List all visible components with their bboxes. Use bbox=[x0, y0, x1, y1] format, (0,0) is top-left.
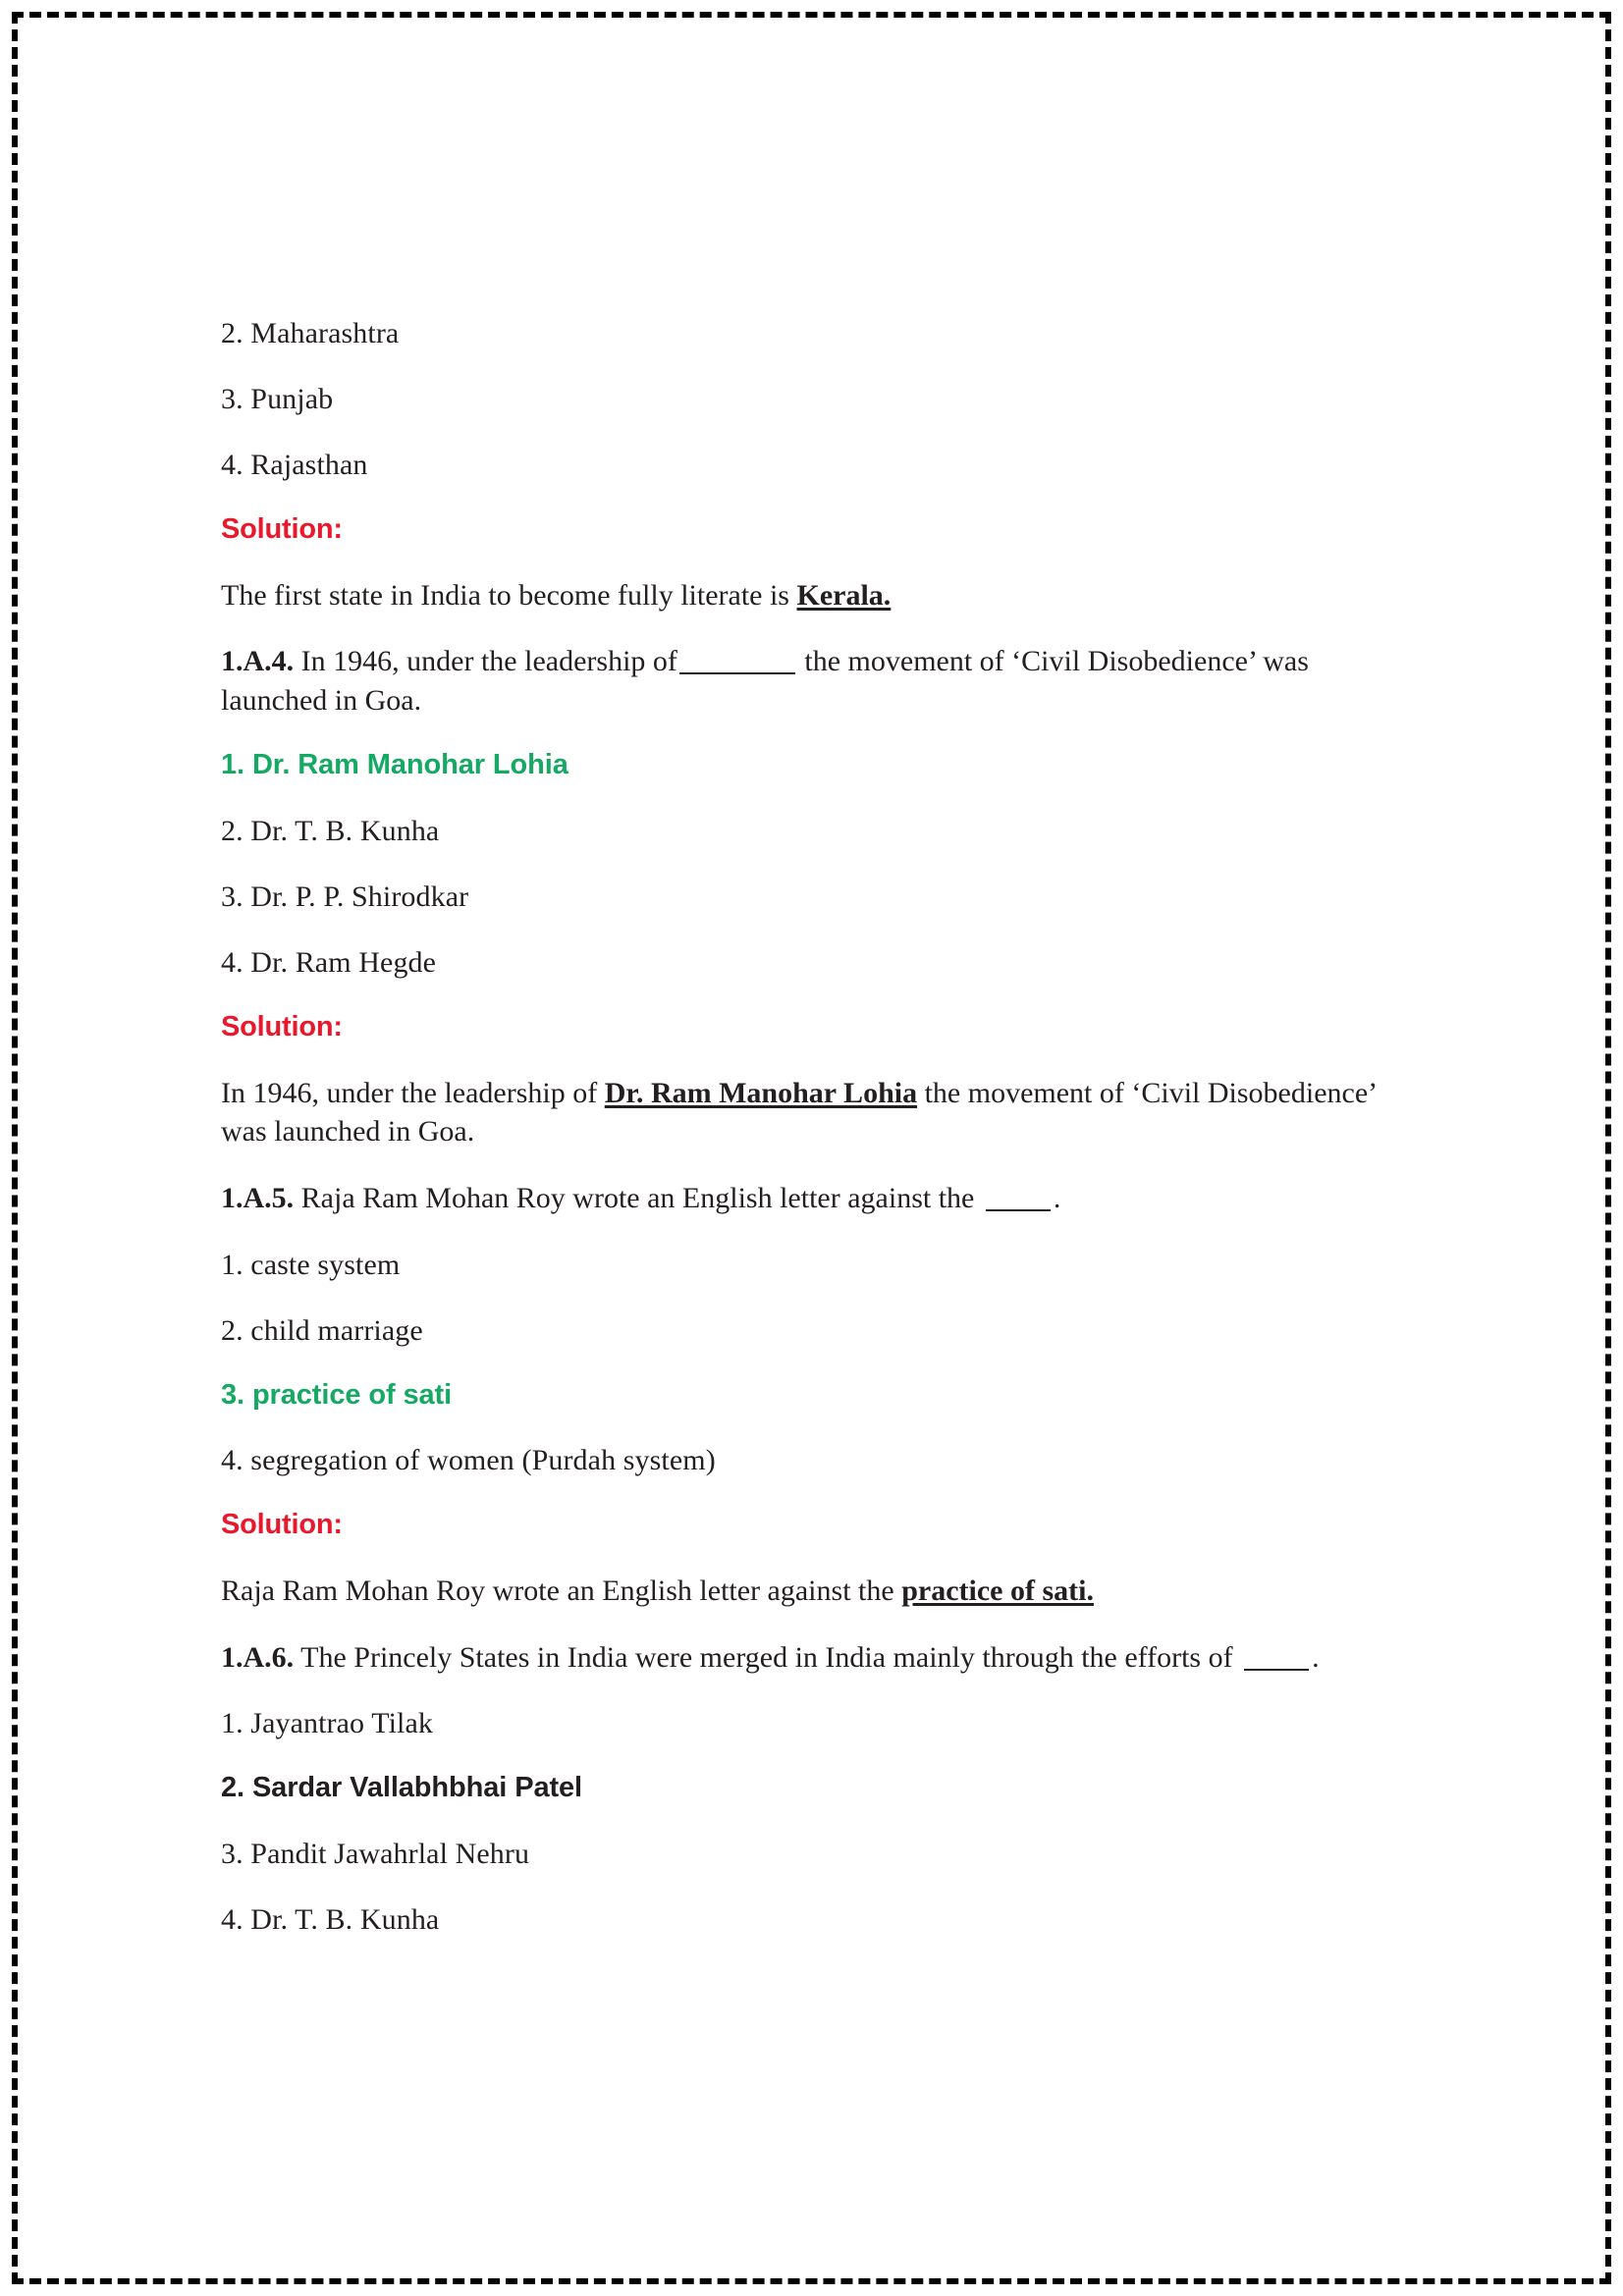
question-text-before-blank: The Princely States in India were merged in India mainly through the efforts of bbox=[294, 1640, 1241, 1674]
list-item: 4. segregation of women (Purdah system) bbox=[221, 1444, 716, 1477]
list-item: 3. Dr. P. P. Shirodkar bbox=[221, 881, 469, 914]
solution-label: Solution: bbox=[221, 1011, 343, 1043]
list-item: 1. Jayantrao Tilak bbox=[221, 1707, 433, 1740]
question-1-a-4 bbox=[221, 642, 1380, 720]
question-text-before-blank: Raja Ram Mohan Roy wrote an English letter against the bbox=[294, 1182, 982, 1215]
question-text-after-blank: . bbox=[1312, 1640, 1320, 1674]
solution-text-sati bbox=[221, 1572, 1380, 1611]
fill-in-blank bbox=[1244, 1669, 1309, 1671]
solution-label: Solution: bbox=[221, 1509, 343, 1541]
list-item: 2. child marriage bbox=[221, 1313, 423, 1347]
fill-in-blank bbox=[679, 672, 795, 674]
document-body bbox=[221, 314, 1380, 1966]
list-item: 4. Rajasthan bbox=[221, 449, 368, 481]
list-item: 4. Dr. T. B. Kunha bbox=[221, 1902, 440, 1936]
solution-text-lohia bbox=[221, 1074, 1380, 1151]
list-item: 2. Dr. T. B. Kunha bbox=[221, 815, 440, 848]
question-number: 1.A.6. bbox=[221, 1640, 295, 1674]
question-1-a-5 bbox=[221, 1179, 1380, 1218]
list-item-correct-answer: 3. practice of sati bbox=[221, 1378, 453, 1411]
list-item-correct-answer: 1. Dr. Ram Manohar Lohia bbox=[221, 749, 568, 781]
list-item: 4. Dr. Ram Hegde bbox=[221, 946, 437, 980]
solution-answer: practice of sati. bbox=[901, 1575, 1094, 1607]
question-text-before-blank: In 1946, under the leadership of bbox=[294, 645, 677, 678]
question-text-after-blank: the movement of ‘Civil Disobedience’ was launched in Goa. bbox=[221, 645, 1309, 717]
solution-answer: Dr. Ram Manohar Lohia bbox=[604, 1076, 918, 1109]
list-item: 3. Punjab bbox=[221, 383, 334, 415]
list-item: 2. Maharashtra bbox=[221, 317, 400, 349]
list-item-bold: 2. Sardar Vallabhbhai Patel bbox=[221, 1772, 583, 1804]
question-number: 1.A.5. bbox=[221, 1182, 295, 1215]
solution-prefix: Raja Ram Mohan Roy wrote an English letter against the bbox=[221, 1575, 902, 1607]
solution-answer: Kerala. bbox=[796, 578, 892, 612]
solution-prefix: The first state in India to become fully literate is bbox=[221, 578, 797, 612]
fill-in-blank bbox=[986, 1209, 1051, 1211]
question-text-after-blank: . bbox=[1053, 1182, 1061, 1215]
solution-suffix: the movement of ‘Civil Disobedience’ was launched in Goa. bbox=[221, 1076, 1376, 1148]
list-item: 1. caste system bbox=[221, 1248, 401, 1281]
question-1-a-6 bbox=[221, 1638, 1380, 1678]
solution-label: Solution: bbox=[221, 513, 343, 545]
solution-prefix: In 1946, under the leadership of bbox=[221, 1076, 605, 1109]
question-number: 1.A.4. bbox=[221, 645, 295, 678]
list-item: 3. Pandit Jawahrlal Nehru bbox=[221, 1837, 530, 1870]
solution-text-kerala bbox=[221, 576, 1380, 615]
